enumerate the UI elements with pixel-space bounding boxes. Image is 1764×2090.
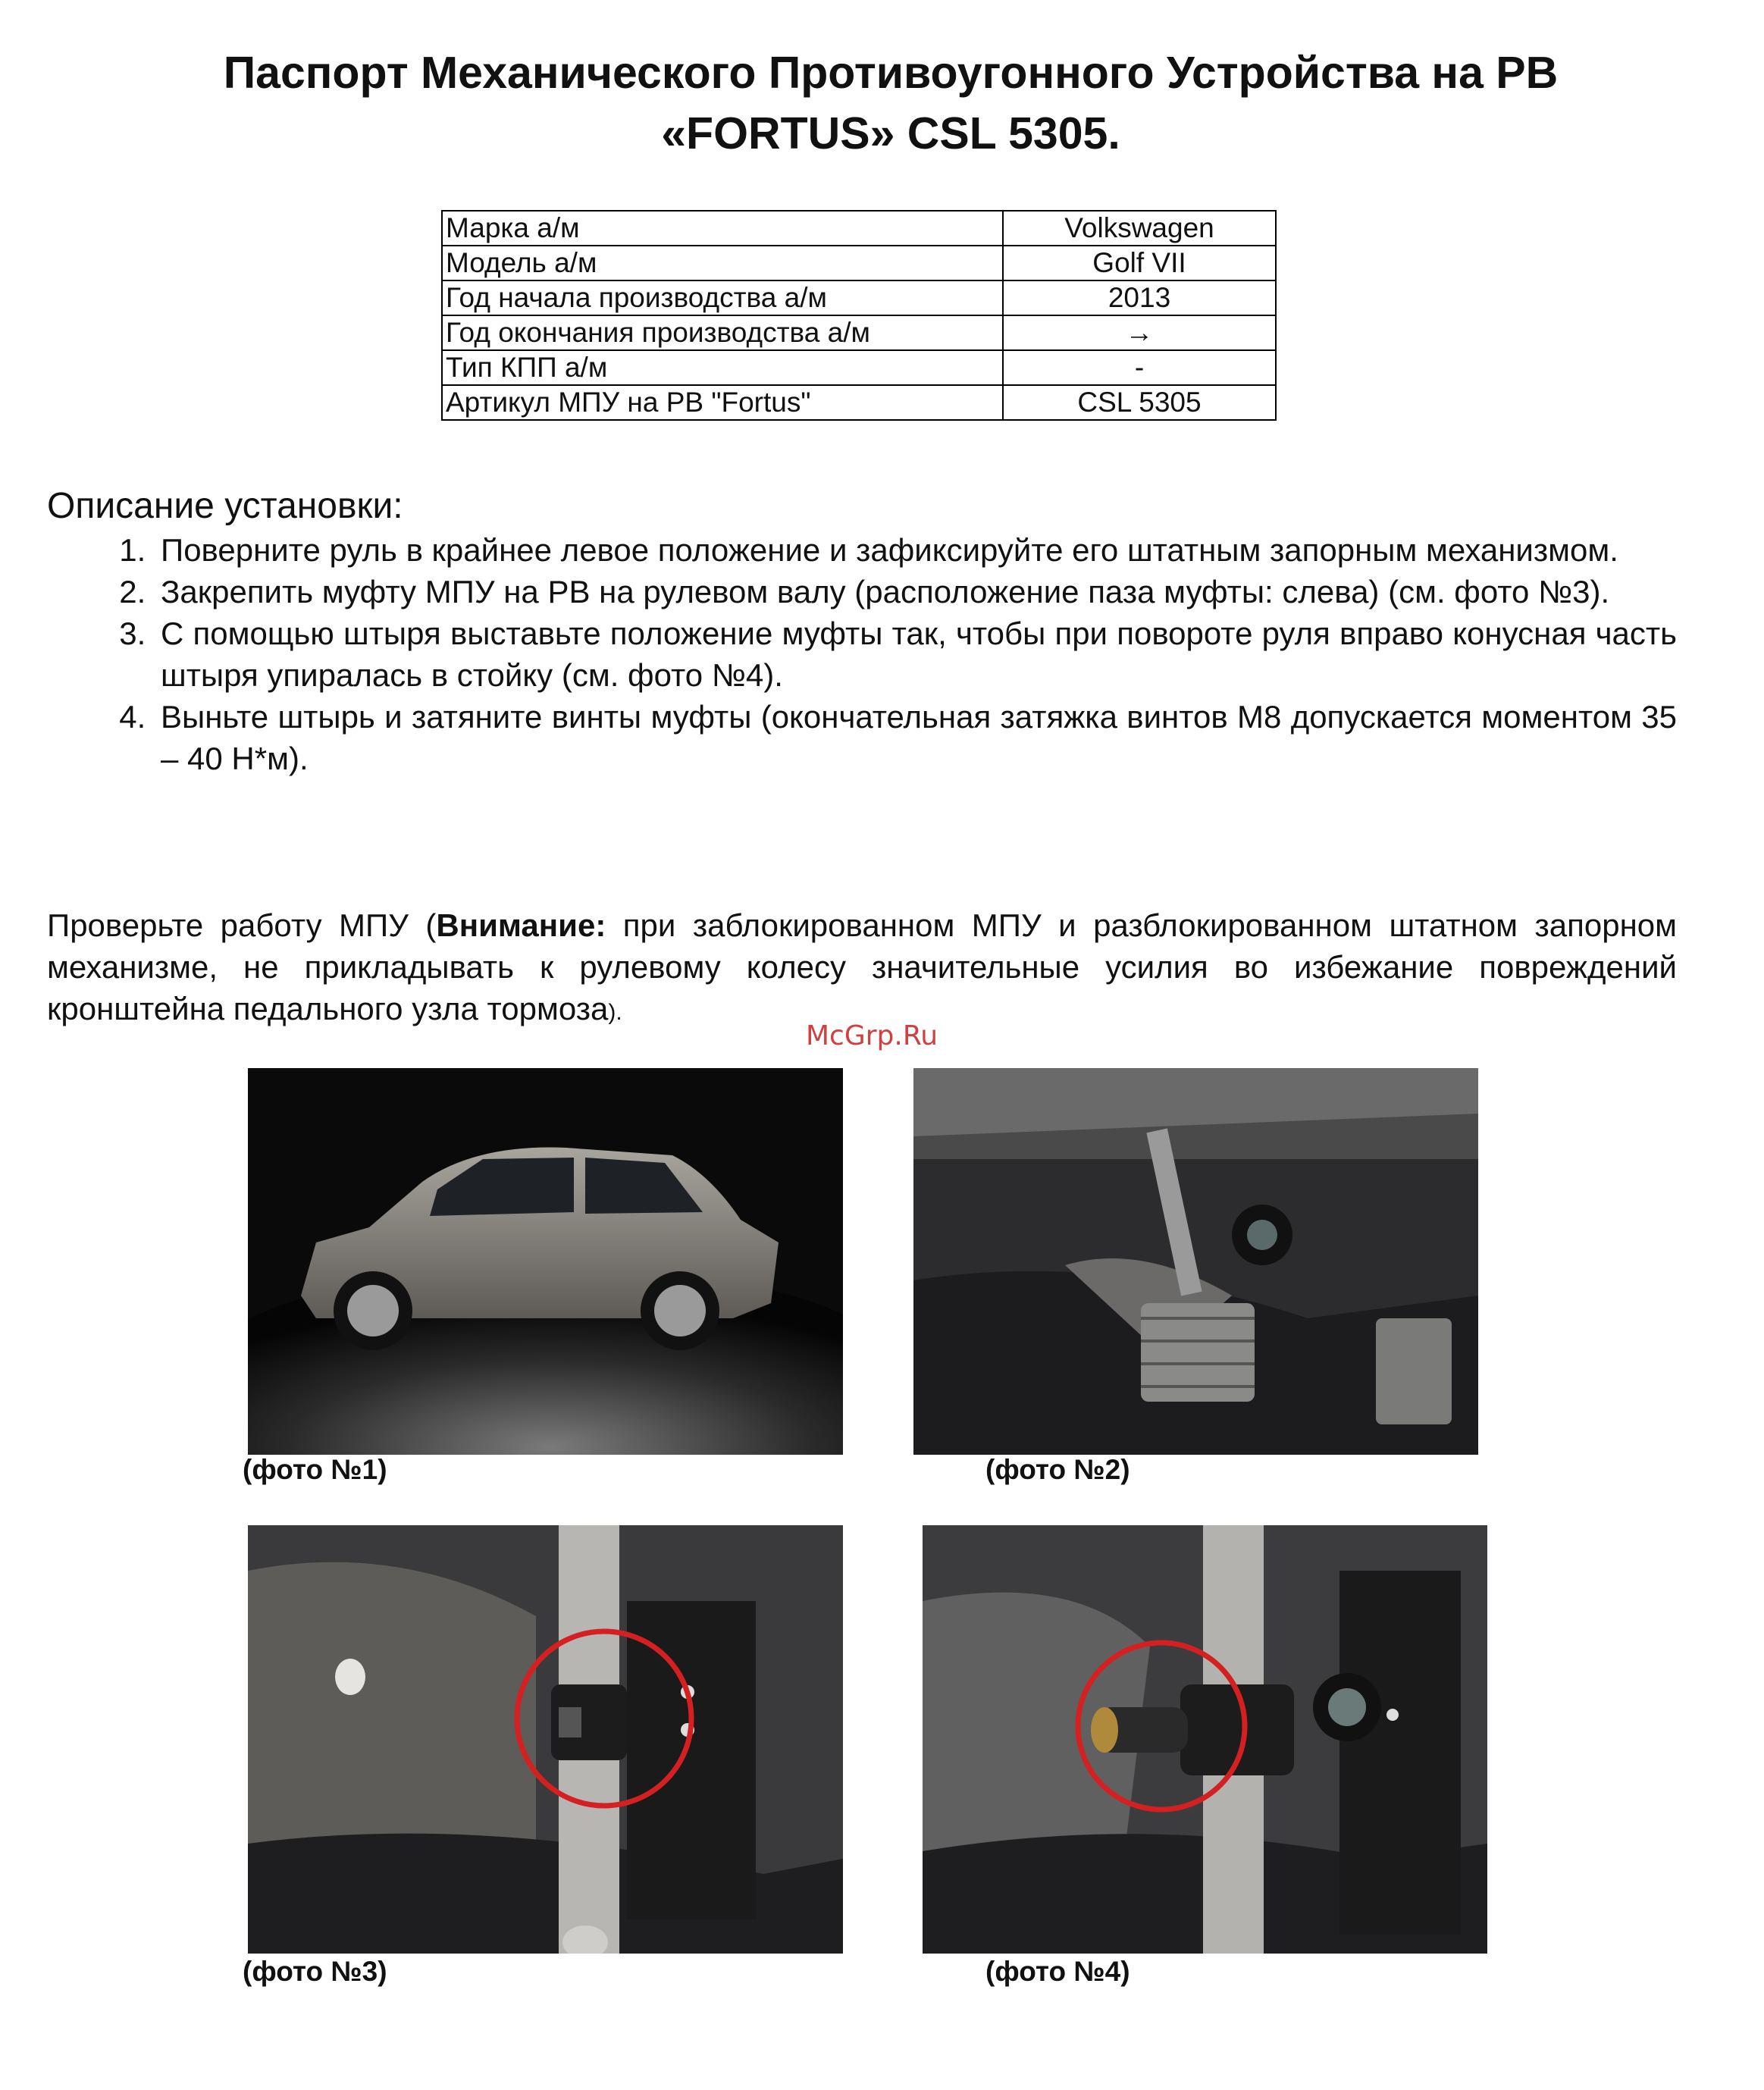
spec-value: CSL 5305 (1003, 385, 1276, 420)
check-paragraph (47, 904, 1677, 1033)
table-row (442, 280, 1276, 315)
spec-label: Марка а/м (442, 211, 1003, 246)
spec-value: - (1003, 350, 1276, 385)
spec-value: Volkswagen (1003, 211, 1276, 246)
photo-4-pin (923, 1525, 1487, 1954)
photo-1-caption: (фото №1) (243, 1454, 387, 1485)
table-row (442, 385, 1276, 420)
photo-3-caption: (фото №3) (243, 1956, 387, 1987)
table-row (442, 315, 1276, 350)
photo-3-coupling (248, 1525, 843, 1954)
install-step: 3. С помощью штыря выставьте положение муфты так, чтобы при повороте руля вправо конусная часть штыря упиралась в стойку (см. фото №4). (155, 613, 1677, 696)
photo-2-pedals (913, 1068, 1478, 1455)
car-image (248, 1068, 843, 1455)
page-title (76, 42, 1706, 164)
page-title-line-2: «FORTUS» CSL 5305. (661, 108, 1120, 158)
photo-1-car (248, 1068, 843, 1455)
install-step: 1. Поверните руль в крайнее левое положение и зафиксируйте его штатным запорным механизмом. (155, 529, 1677, 571)
page-title-line-1: Паспорт Механического Противоугонного Устройства на РВ (223, 48, 1559, 98)
pin-image (923, 1525, 1487, 1954)
photo-4-caption: (фото №4) (985, 1956, 1130, 1987)
check-tail: ). (608, 1000, 622, 1025)
install-steps (47, 529, 1677, 779)
spec-label: Тип КПП а/м (442, 350, 1003, 385)
check-intro: Проверьте работу МПУ ( (47, 907, 437, 943)
spec-label: Артикул МПУ на РВ "Fortus" (442, 385, 1003, 420)
table-row (442, 211, 1276, 246)
coupling-image (248, 1525, 843, 1954)
photo-2-caption: (фото №2) (985, 1454, 1130, 1485)
spec-label: Год начала производства а/м (442, 280, 1003, 315)
watermark: McGrp.Ru (806, 1020, 938, 1051)
spec-value: 2013 (1003, 280, 1276, 315)
spec-value: Golf VII (1003, 246, 1276, 280)
spec-label: Модель а/м (442, 246, 1003, 280)
spec-table (441, 210, 1277, 421)
spec-label: Год окончания производства а/м (442, 315, 1003, 350)
check-text: при заблокированном МПУ и разблокированном штатном запорном механизме, не прикладывать к рулевому колесу значительные усилия во избежание повреждений кронштейна педального узла тормоза (47, 907, 1677, 1026)
spec-value: → (1003, 315, 1276, 350)
table-row (442, 246, 1276, 280)
warning-label: Внимание: (436, 907, 606, 943)
install-step: 2. Закрепить муфту МПУ на РВ на рулевом валу (расположение паза муфты: слева) (см. фото №3). (155, 571, 1677, 613)
pedals-image (913, 1068, 1478, 1455)
install-heading: Описание установки: (47, 486, 403, 526)
install-step: 4. Выньте штырь и затяните винты муфты (окончательная затяжка винтов М8 допускается моментом 35 – 40 Н*м). (155, 696, 1677, 779)
table-row (442, 350, 1276, 385)
